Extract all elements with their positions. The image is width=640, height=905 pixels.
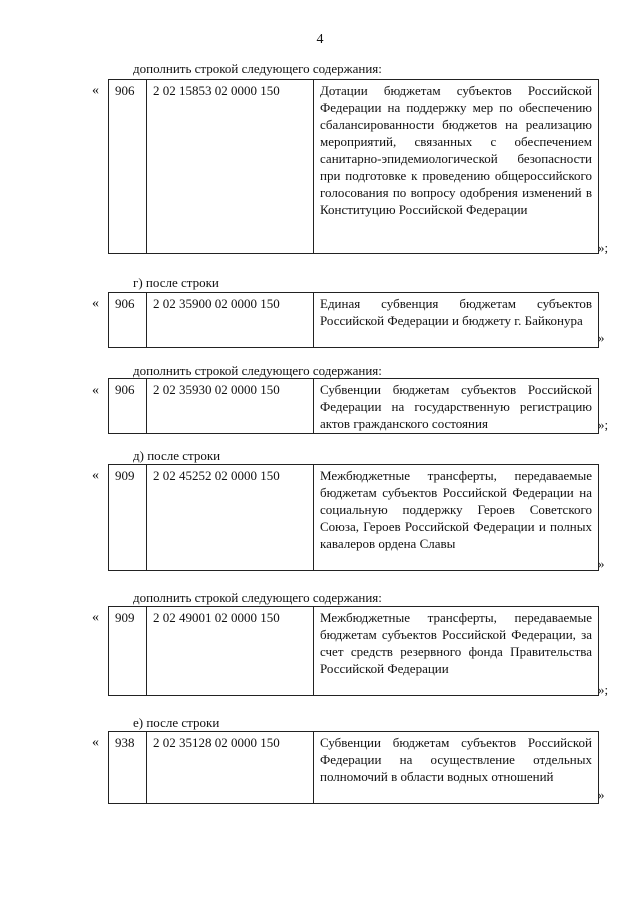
- closing-quote: »;: [598, 417, 609, 432]
- page-number: 4: [316, 32, 324, 47]
- admin-code-cell: 909: [109, 607, 147, 696]
- closing-quote: »;: [598, 682, 609, 697]
- admin-code-cell: 906: [109, 379, 147, 434]
- opening-quote: «: [92, 735, 99, 750]
- closing-quote: »: [598, 556, 605, 571]
- amendment-instruction: г) после строки: [133, 275, 219, 290]
- budget-classification-code-cell: 2 02 35128 02 0000 150: [147, 732, 314, 804]
- closing-quote: »: [598, 330, 605, 345]
- amendment-instruction: е) после строки: [133, 715, 220, 730]
- budget-entry-table: [108, 378, 599, 434]
- revenue-name-cell: Межбюджетные трансферты, передаваемые бюджетам субъектов Российской Федерации на социальную поддержку Героев Советского Союза, Героев Российской Федерации и полных кавалеров ордена Славы: [314, 465, 599, 571]
- budget-entry-table: [108, 606, 599, 696]
- amendment-instruction: дополнить строкой следующего содержания:: [133, 61, 382, 76]
- revenue-name-cell: Дотации бюджетам субъектов Российской Федерации на поддержку мер по обеспечению сбалансированности бюджетов на реализацию мероприятий, связанных с обеспечением санитарно-эпидемиологической безопасности при подготовке к проведению общероссийского голосования по вопросу одобрения изменений в Конституцию Российской Федерации: [314, 80, 599, 254]
- table-row: [109, 379, 599, 434]
- table-row: [109, 80, 599, 254]
- revenue-name-cell: Единая субвенция бюджетам субъектов Российской Федерации и бюджету г. Байконура: [314, 293, 599, 348]
- closing-quote: »;: [598, 240, 609, 255]
- admin-code-cell: 938: [109, 732, 147, 804]
- table-row: [109, 732, 599, 804]
- table-row: [109, 465, 599, 571]
- table-row: [109, 607, 599, 696]
- opening-quote: «: [92, 383, 99, 398]
- admin-code-cell: 906: [109, 80, 147, 254]
- revenue-name-cell: Субвенции бюджетам субъектов Российской Федерации на осуществление отдельных полномочий в области водных отношений: [314, 732, 599, 804]
- budget-classification-code-cell: 2 02 15853 02 0000 150: [147, 80, 314, 254]
- budget-classification-code-cell: 2 02 49001 02 0000 150: [147, 607, 314, 696]
- amendment-instruction: дополнить строкой следующего содержания:: [133, 363, 382, 378]
- budget-entry-table: [108, 731, 599, 804]
- budget-classification-code-cell: 2 02 35930 02 0000 150: [147, 379, 314, 434]
- budget-entry-table: [108, 464, 599, 571]
- budget-entry-table: [108, 292, 599, 348]
- opening-quote: «: [92, 296, 99, 311]
- opening-quote: «: [92, 610, 99, 625]
- admin-code-cell: 906: [109, 293, 147, 348]
- table-row: [109, 293, 599, 348]
- budget-entry-table: [108, 79, 599, 254]
- amendment-instruction: д) после строки: [133, 448, 221, 463]
- budget-classification-code-cell: 2 02 35900 02 0000 150: [147, 293, 314, 348]
- revenue-name-cell: Субвенции бюджетам субъектов Российской Федерации на государственную регистрацию актов гражданского состояния: [314, 379, 599, 434]
- budget-classification-code-cell: 2 02 45252 02 0000 150: [147, 465, 314, 571]
- amendment-instruction: дополнить строкой следующего содержания:: [133, 590, 382, 605]
- opening-quote: «: [92, 83, 99, 98]
- opening-quote: «: [92, 468, 99, 483]
- admin-code-cell: 909: [109, 465, 147, 571]
- revenue-name-cell: Межбюджетные трансферты, передаваемые бюджетам субъектов Российской Федерации, за счет средств резервного фонда Правительства Российской Федерации: [314, 607, 599, 696]
- closing-quote: »: [598, 787, 605, 802]
